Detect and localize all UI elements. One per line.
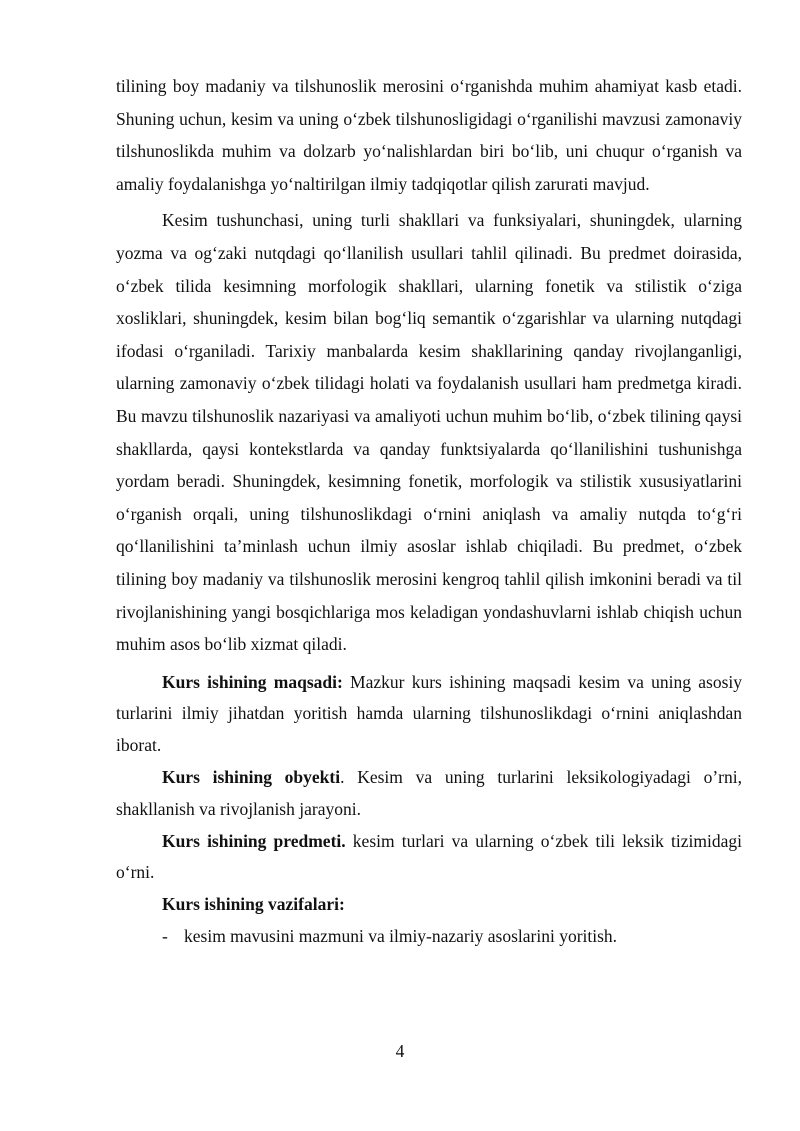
course-object-paragraph bbox=[116, 762, 742, 826]
course-goal-text: Mazkur kurs ishining maqsadi kesim va uning asosiy turlarini ilmiy jihatdan yoritish hamda ularning tilshunoslikdagi o‘rnini aniqlashdan iborat. bbox=[116, 671, 742, 756]
paragraph-intro-continuation: tilining boy madaniy va tilshunoslik merosini o‘rganishda muhim ahamiyat kasb etadi. Shuning uchun, kesim va uning o‘zbek tilshunosligidagi o‘rganilishi mavzusi zamonaviy tilshunoslikda muhim va dolzarb yo‘nalishlardan biri bo‘lib, uni chuqur o‘rganish va amaliy foydalanishga yo‘naltirilgan ilmiy tadqiqotlar qilish zarurati mavjud. bbox=[116, 76, 742, 194]
list-dash: - bbox=[162, 926, 168, 947]
course-subject-label: Kurs ishining predmeti. bbox=[162, 830, 346, 851]
course-goal-label: Kurs ishining maqsadi: bbox=[162, 671, 343, 692]
course-goal-paragraph bbox=[116, 667, 742, 762]
task-item-text: kesim mavusini mazmuni va ilmiy-nazariy asoslarini yoritish. bbox=[184, 926, 618, 947]
course-subject-paragraph bbox=[116, 826, 742, 890]
course-object-text: . Kesim va uning turlarini leksikologiyadagi o’rni, shakllanish va rivojlanish jarayoni. bbox=[116, 767, 742, 819]
page-body bbox=[116, 70, 742, 953]
page-number: 4 bbox=[395, 1041, 405, 1061]
course-tasks-heading bbox=[162, 889, 742, 921]
course-tasks-label: Kurs ishining vazifalari: bbox=[162, 894, 345, 915]
paragraph-kesim-tushunchasi: Kesim tushunchasi, uning turli shakllari va funksiyalari, shuningdek, ularning yozma va og‘zaki nutqdagi qo‘llanilish usullari tahlil qilinadi. Bu predmet doirasida, o‘zbek tilida kesimning morfologik shakllari, ularning fonetik va stilistik o‘ziga xosliklari, shuningdek, kesim bilan bog‘liq semantik o‘zgarishlar va ularning nutqdagi ifodasi o‘rganiladi. Tarixiy manbalarda kesim shakllarining qanday rivojlanganligi, ularning zamonaviy o‘zbek tilidagi holati va foydalanish usullari ham predmetga kiradi. Bu mavzu tilshunoslik nazariyasi va amaliyoti uchun muhim bo‘lib, o‘zbek tilining qaysi shakllarda, qaysi kontekstlarda va qanday funktsiyalarda qo‘llanilishini tushunishga yordam beradi. Shuningdek, kesimning fonetik, morfologik va stilistik xususiyatlarini o‘rganish orqali, uning tilshunoslikdagi o‘rnini aniqlash va amaliy nutqda to‘g‘ri qo‘llanilishini ta’minlash uchun ilmiy asoslar ishlab chiqiladi. Bu predmet, o‘zbek tilining boy madaniy va tilshunoslik merosini kengroq tahlil qilish imkonini beradi va til rivojlanishining yangi bosqichlariga mos keladigan yondashuvlarni ishlab chiqish uchun muhim asos bo‘lib xizmat qiladi. bbox=[116, 210, 742, 655]
task-list-item bbox=[162, 921, 742, 953]
course-object-label: Kurs ishining obyekti bbox=[162, 767, 341, 788]
course-subject-text: kesim turlari va ularning o‘zbek tili leksik tizimidagi o‘rni. bbox=[116, 830, 742, 883]
